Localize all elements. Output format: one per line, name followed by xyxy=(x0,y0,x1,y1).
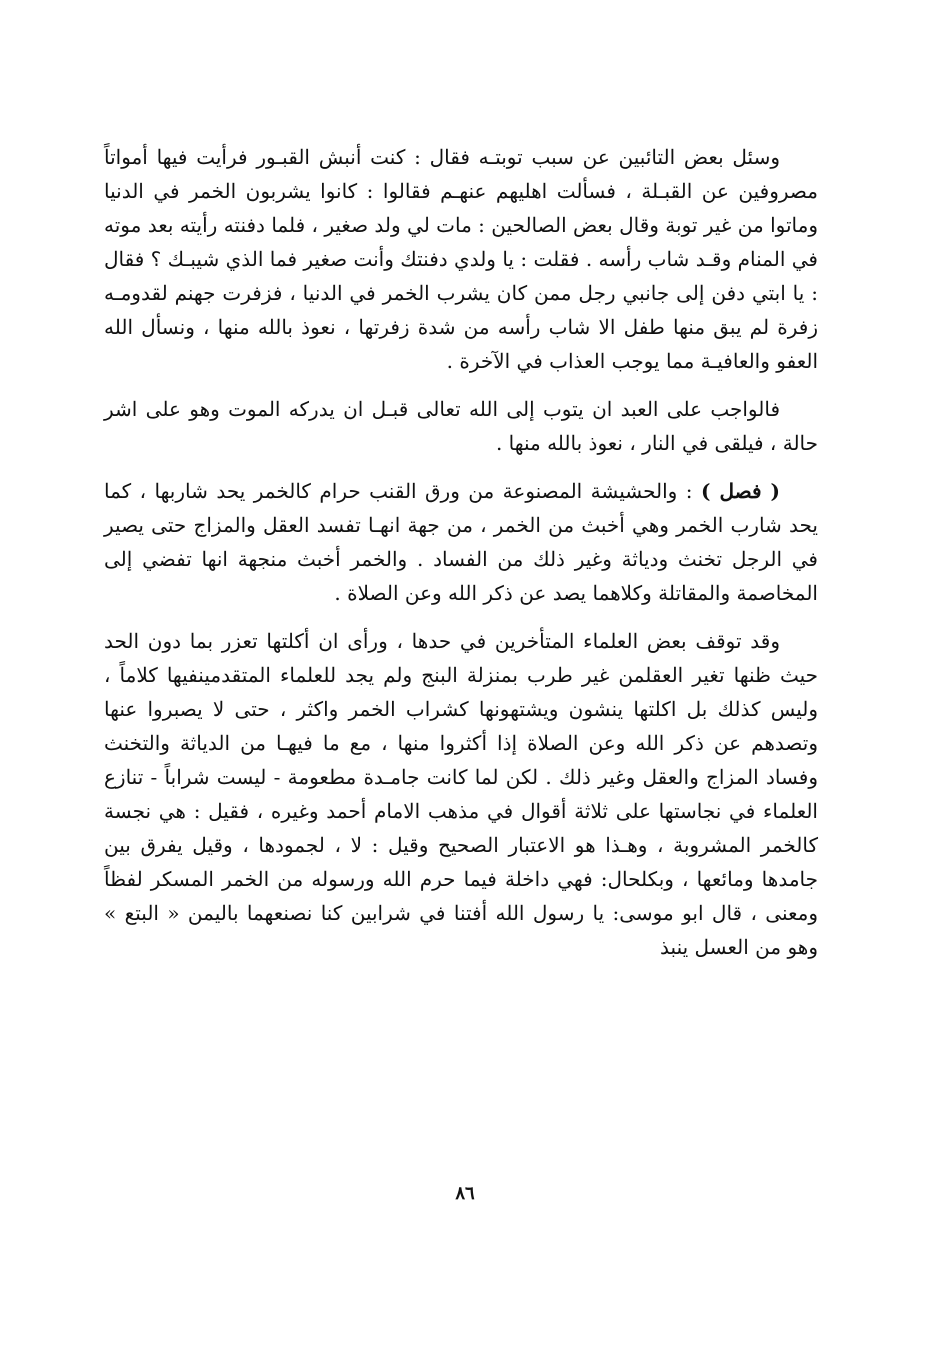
paragraph-3-text: : والحشيشة المصنوعة من ورق القنب حرام كالخمر يحد شاربها ، كما يحد شارب الخمر وهي أخبث من الخمر ، من جهة انهـا تفسد العقل والمزاج حتى يصير في الرجل تخنث ودياثة وغير ذلك من الفساد . والخمر أخبث منجهة انها تفضي إلى المخاصمة والمقاتلة وكلاهما يصد عن ذكر الله وعن الصلاة . xyxy=(104,479,818,605)
paragraph-1-text: وسئل بعض التائبين عن سبب توبتـه فقال : كنت أنبش القبـور فرأيت فيها أمواتاً مصروفين عن القبـلة ، فسألت اهليهم عنهـم فقالوا : كانوا يشربون الخمر في الدنيا وماتوا من غير توبة وقال بعض الصالحين : مات لي ولد صغير ، فلما دفنته رأيته بعد موته في المنام وقـد شاب رأسه . فقلت : يا ولدي دفنتك وأنت صغير فما الذي شيبـك ؟ فقال : يا ابتي دفن إلى جانبي رجل ممن كان يشرب الخمر في الدنيا ، فزفرت جهنم لقدومـه زفرة لم يبق منها طفل الا شاب رأسه من شدة زفرتها ، نعوذ بالله منها ، ونسأل الله العفو والعافيـة مما يوجب العذاب في الآخرة . xyxy=(104,145,818,373)
paragraph-2 xyxy=(104,392,818,460)
paragraph-3 xyxy=(104,474,818,610)
page-body xyxy=(104,140,818,964)
paragraph-4 xyxy=(104,624,818,964)
section-heading: ( فصل ) xyxy=(700,479,781,503)
paragraph-2-text: فالواجب على العبد ان يتوب إلى الله تعالى قبـل ان يدركه الموت وهو على اشر حالة ، فيلقى في النار ، نعوذ بالله منها . xyxy=(104,397,818,455)
page-number: ٨٦ xyxy=(455,1183,475,1204)
paragraph-4-text: وقد توقف بعض العلماء المتأخرين في حدها ، ورأى ان أكلتها تعزر بما دون الحد حيث ظنها تغير العقلمن غير طرب بمنزلة البنج ولم يجد للعلماء المتقدمينفيها كلاماً ، وليس كذلك بل اكلتها ينشون ويشتهونها كشراب الخمر واكثر ، حتى لا يصبروا عنها وتصدهم عن ذكر الله وعن الصلاة إذا أكثروا منها ، مع ما فيهـا من الدياثة والتخنث وفساد المزاج والعقل وغير ذلك . لكن لما كانت جامـدة مطعومة - ليست شراباً - تنازع العلماء في نجاستها على ثلاثة أقوال في مذهب الامام أحمد وغيره ، فقيل : هي نجسة كالخمر المشروبة ، وهـذا هو الاعتبار الصحيح وقيل : لا ، لجمودها ، وقيل يفرق بين جامدها ومائعها ، وبكلحال: فهي داخلة فيما حرم الله ورسوله من الخمر المسكر لفظاً ومعنى ، قال ابو موسى: يا رسول الله أفتنا في شرابين كنا نصنعهما باليمن « البتع » وهو من العسل ينبذ xyxy=(104,629,818,959)
paragraph-1 xyxy=(104,140,818,378)
